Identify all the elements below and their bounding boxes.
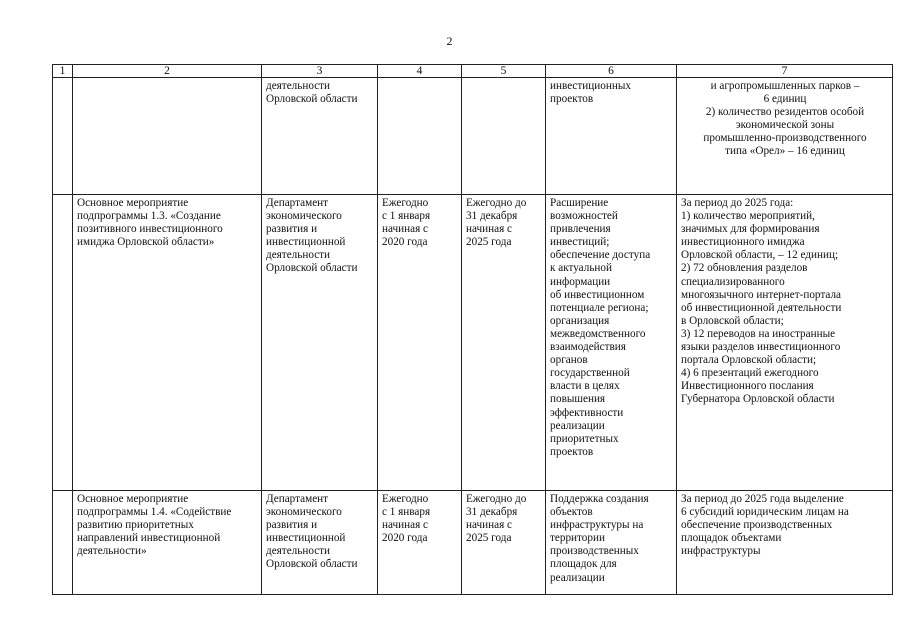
- cell-number: [53, 195, 73, 491]
- table-row-measure-1-3: [53, 195, 893, 491]
- table-row-continued: [53, 78, 893, 195]
- cell-indicators: [677, 491, 893, 595]
- cell-result: [546, 78, 677, 195]
- cell-result: [546, 195, 677, 491]
- end-text: Ежегодно до 31 декабря начиная с 2025 года: [466, 197, 527, 249]
- executor-text: Департамент экономического развития и инвестиционной деятельности Орловской области: [266, 493, 358, 571]
- cell-end: [462, 195, 546, 491]
- cell-end: [462, 78, 546, 195]
- cell-indicators: [677, 195, 893, 491]
- end-text: Ежегодно до 31 декабря начиная с 2025 года: [466, 493, 527, 545]
- cell-start: [378, 491, 462, 595]
- column-number-6: 6: [546, 65, 677, 78]
- indicators-text: и агропромышленных парков – 6 единиц 2) количество резидентов особой экономической зоны промышленно-производственного типа «Орел» – 16 единиц: [703, 80, 867, 158]
- cell-executor: [262, 195, 378, 491]
- result-text: инвестиционных проектов: [550, 80, 631, 106]
- result-text: Расширение возможностей привлечения инвестиций; обеспечение доступа к актуальной информации об инвестиционном потенциале региона; организация межведомственного взаимодействия органов государственной власти в целях повышения эффективности реализации приоритетных проектов: [550, 197, 651, 458]
- cell-end: [462, 491, 546, 595]
- indicators-text: За период до 2025 года выделение 6 субсидий юридическим лицам на обеспечение производственных площадок объектами инфраструктуры: [681, 493, 849, 558]
- cell-start: [378, 78, 462, 195]
- start-text: Ежегодно с 1 января начиная с 2020 года: [382, 493, 431, 545]
- column-number-2: 2: [73, 65, 262, 78]
- column-number-4: 4: [378, 65, 462, 78]
- cell-number: [53, 491, 73, 595]
- cell-result: [546, 491, 677, 595]
- table-header-row: [53, 65, 893, 78]
- cell-measure: [73, 195, 262, 491]
- executor-text: Департамент экономического развития и инвестиционной деятельности Орловской области: [266, 197, 358, 275]
- executor-text: деятельности Орловской области: [266, 80, 358, 106]
- cell-indicators: [677, 78, 893, 195]
- column-number-7: 7: [677, 65, 893, 78]
- cell-number: [53, 78, 73, 195]
- measure-text: Основное мероприятие подпрограммы 1.4. «Содействие развитию приоритетных направлений инвестиционной деятельности»: [77, 493, 232, 558]
- cell-executor: [262, 78, 378, 195]
- cell-executor: [262, 491, 378, 595]
- program-measures-table: [52, 64, 893, 595]
- start-text: Ежегодно с 1 января начиная с 2020 года: [382, 197, 431, 249]
- table-row-measure-1-4: [53, 491, 893, 595]
- cell-measure: [73, 491, 262, 595]
- column-number-5: 5: [462, 65, 546, 78]
- measure-text: Основное мероприятие подпрограммы 1.3. «Создание позитивного инвестиционного имиджа Орловской области»: [77, 197, 223, 249]
- cell-start: [378, 195, 462, 491]
- column-number-1: 1: [53, 65, 73, 78]
- cell-measure: [73, 78, 262, 195]
- page-number: 2: [446, 34, 453, 48]
- result-text: Поддержка создания объектов инфраструктуры на территории производственных площадок для реализации: [550, 493, 649, 584]
- indicators-text: За период до 2025 года: 1) количество мероприятий, значимых для формирования инвестиционного имиджа Орловской области, – 12 единиц; 2) 72 обновления разделов специализированного многоязычного интернет-портала об инвестиционной деятельности в Орловской области; 3) 12 переводов на иностранные языки разделов инвестиционного портала Орловской области; 4) 6 презентаций ежегодного Инвестиционного послания Губернатора Орловской области: [681, 197, 842, 406]
- column-number-3: 3: [262, 65, 378, 78]
